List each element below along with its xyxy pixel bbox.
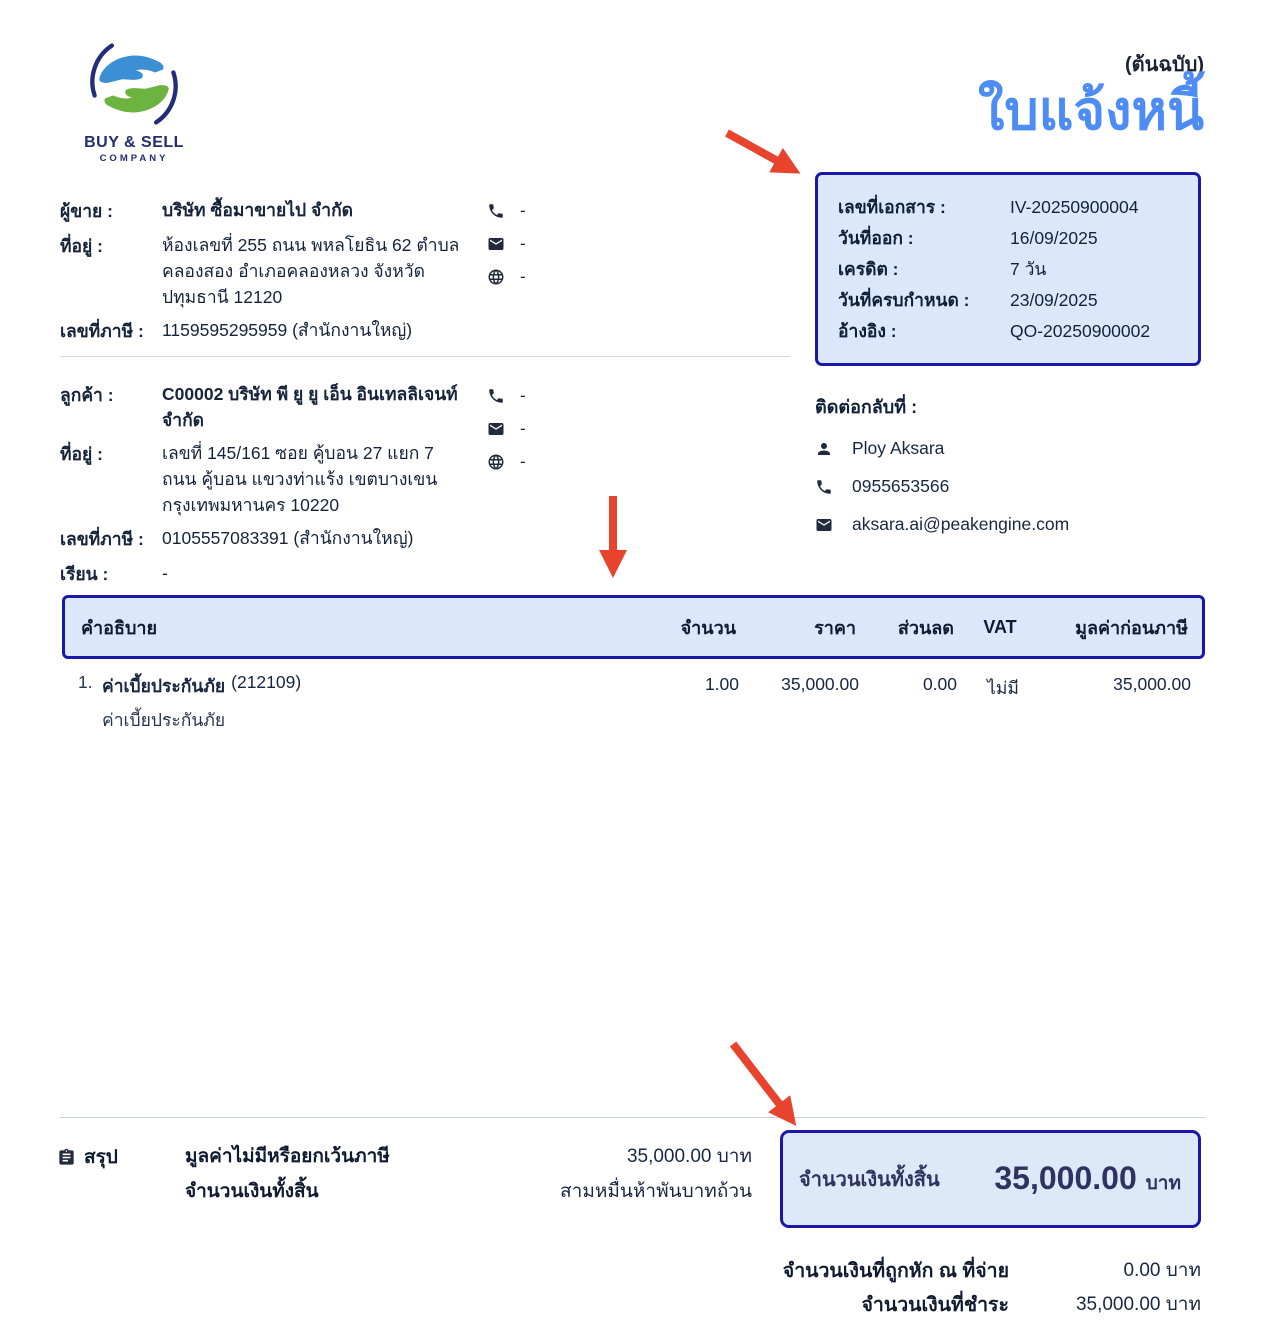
seller-address-line2: คลองสอง อำเภอคลองหลวง จังหวัด xyxy=(162,261,425,281)
grand-total-unit: บาท xyxy=(1145,1173,1181,1194)
item-number: 1. xyxy=(78,672,93,692)
issue-date-label: วันที่ออก : xyxy=(838,228,914,248)
col-quantity: จำนวน xyxy=(680,617,736,638)
due-date-row xyxy=(838,285,1178,316)
seller-website-row xyxy=(487,260,557,293)
seller-channels xyxy=(487,194,557,293)
customer-address-label: ที่อยู่ : xyxy=(60,444,103,464)
summary-rows xyxy=(185,1141,752,1211)
logo-text-line2: COMPANY xyxy=(99,153,169,164)
contact-person-row xyxy=(815,438,1215,459)
item-row xyxy=(62,672,1205,734)
grand-total-words-value: สามหมื่นห้าพันบาทถ้วน xyxy=(560,1181,752,1202)
phone-icon xyxy=(487,202,505,220)
withholding-row xyxy=(600,1253,1201,1287)
col-pretax: มูลค่าก่อนภาษี xyxy=(1075,617,1188,638)
seller-section xyxy=(60,197,480,345)
phone-icon xyxy=(815,478,833,496)
customer-attn-label: เรียน : xyxy=(60,564,109,584)
document-info-box xyxy=(815,172,1201,366)
customer-address-row xyxy=(60,440,480,518)
contact-person-name: Ploy Aksara xyxy=(852,438,945,458)
logo-text-line1: BUY & SELL xyxy=(84,134,184,151)
reference-value: QO-20250900002 xyxy=(1010,321,1151,341)
contact-phone-row xyxy=(815,476,1215,497)
mail-icon xyxy=(487,420,505,438)
item-description-cell xyxy=(78,672,651,734)
contact-email-row xyxy=(815,514,1215,535)
summary-row-exempt xyxy=(185,1141,752,1176)
mail-icon xyxy=(815,516,833,534)
customer-attn-value: - xyxy=(162,563,168,583)
grand-total-words-label: จำนวนเงินทั้งสิ้น xyxy=(185,1181,319,1202)
grand-total-amount: 35,000.00 xyxy=(994,1160,1137,1196)
seller-email-row xyxy=(487,227,557,260)
person-icon xyxy=(815,440,833,458)
customer-address-line1: เลขที่ 145/161 ซอย คู้บอน 27 แยก 7 xyxy=(162,443,434,463)
customer-email-value: - xyxy=(520,418,526,438)
customer-email-row xyxy=(487,412,557,445)
company-logo xyxy=(74,36,194,164)
item-title-line xyxy=(78,672,651,700)
summary-divider xyxy=(60,1117,1205,1118)
arrow-to-doc-info xyxy=(727,133,783,164)
customer-tax-row xyxy=(60,525,480,553)
seller-address-line1: ห้องเลขที่ 255 ถนน พหลโยธิน 62 ตำบล xyxy=(162,235,460,255)
item-subdescription: ค่าเบี้ยประกันภัย xyxy=(102,710,226,730)
credit-value: 7 วัน xyxy=(1010,259,1047,279)
customer-tax-id: 0105557083391 (สำนักงานใหญ่) xyxy=(162,528,414,548)
seller-phone-value: - xyxy=(520,200,526,220)
summary-header xyxy=(57,1142,118,1172)
customer-name-line1: C00002 บริษัท พี ยู ยู เอ็น อินเทลลิเจนท์ xyxy=(162,384,458,404)
amount-paid-value: 35,000.00 บาท xyxy=(1075,1294,1201,1315)
seller-tax-row xyxy=(60,317,480,345)
customer-name-row xyxy=(60,381,480,433)
credit-label: เครดิต : xyxy=(838,259,899,279)
summary-title: สรุป xyxy=(84,1147,118,1168)
reference-label: อ้างอิง : xyxy=(838,321,897,341)
customer-address-line2: ถนน คู้บอน แขวงท่าแร้ง เขตบางเขน xyxy=(162,469,438,489)
doc-number-value: IV-20250900004 xyxy=(1010,197,1139,217)
due-date-value: 23/09/2025 xyxy=(1010,290,1098,310)
col-vat: VAT xyxy=(983,616,1017,637)
contact-email-value: aksara.ai@peakengine.com xyxy=(852,514,1070,534)
col-discount: ส่วนลด xyxy=(897,617,954,638)
items-table-header xyxy=(62,595,1205,659)
item-pretax: 35,000.00 xyxy=(1113,674,1191,694)
mail-icon xyxy=(487,235,505,253)
col-price: ราคา xyxy=(814,617,856,638)
col-description: คำอธิบาย xyxy=(81,617,158,638)
customer-website-value: - xyxy=(520,451,526,471)
customer-attn-row xyxy=(60,560,480,588)
customer-section xyxy=(60,381,480,588)
reference-row xyxy=(838,316,1178,347)
arrow-to-grand-total xyxy=(733,1044,784,1110)
withholding-label: จำนวนเงินที่ถูกหัก ณ ที่จ่าย xyxy=(782,1259,1009,1282)
exempt-value: 35,000.00 บาท xyxy=(626,1146,752,1167)
payment-detail-rows xyxy=(600,1253,1201,1321)
seller-email-value: - xyxy=(520,233,526,253)
due-date-label: วันที่ครบกำหนด : xyxy=(838,290,970,310)
customer-name-line2: จำกัด xyxy=(162,410,205,430)
contact-back-section xyxy=(815,392,1215,535)
contact-back-title: ติดต่อกลับที่ : xyxy=(815,397,918,417)
customer-channels xyxy=(487,379,557,478)
globe-icon xyxy=(487,453,505,471)
amount-paid-label: จำนวนเงินที่ชำระ xyxy=(861,1293,1009,1316)
amount-paid-row xyxy=(600,1287,1201,1321)
seller-address-line3: ปทุมธานี 12120 xyxy=(162,287,283,307)
grand-total-label: จำนวนเงินทั้งสิ้น xyxy=(799,1169,940,1191)
contact-phone-value: 0955653566 xyxy=(852,476,950,496)
seller-label: ผู้ขาย : xyxy=(60,201,113,221)
seller-tax-label: เลขที่ภาษี : xyxy=(60,321,144,341)
seller-tax-id: 1159595295959 (สำนักงานใหญ่) xyxy=(162,320,413,340)
customer-tax-label: เลขที่ภาษี : xyxy=(60,529,144,549)
issue-date-value: 16/09/2025 xyxy=(1010,228,1098,248)
item-code: (212109) xyxy=(231,672,302,692)
customer-name xyxy=(162,381,464,433)
item-price: 35,000.00 xyxy=(781,674,859,694)
seller-name: บริษัท ซื้อมาขายไป จำกัด xyxy=(162,200,354,220)
customer-label: ลูกค้า : xyxy=(60,385,114,405)
withholding-value: 0.00 บาท xyxy=(1123,1260,1201,1281)
item-name: ค่าเบี้ยประกันภัย xyxy=(102,676,226,696)
globe-icon xyxy=(487,268,505,286)
doc-number-row xyxy=(838,192,1178,223)
page-title: ใบแจ้งหนี้ xyxy=(978,81,1204,141)
issue-date-row xyxy=(838,223,1178,254)
seller-website-value: - xyxy=(520,266,526,286)
party-divider xyxy=(60,356,790,357)
seller-name-row xyxy=(60,197,480,225)
item-quantity: 1.00 xyxy=(704,674,739,694)
exempt-label: มูลค่าไม่มีหรือยกเว้นภาษี xyxy=(185,1146,390,1167)
grand-total-amount-group xyxy=(994,1160,1181,1198)
clipboard-icon xyxy=(57,1148,76,1167)
seller-address xyxy=(162,232,464,310)
phone-icon xyxy=(487,387,505,405)
title-block xyxy=(978,48,1204,141)
copy-type-label: (ต้นฉบับ) xyxy=(1125,54,1204,76)
customer-address xyxy=(162,440,464,518)
customer-phone-row xyxy=(487,379,557,412)
seller-address-row xyxy=(60,232,480,310)
item-discount: 0.00 xyxy=(922,674,957,694)
seller-phone-row xyxy=(487,194,557,227)
item-vat: ไม่มี xyxy=(987,678,1019,698)
customer-website-row xyxy=(487,445,557,478)
credit-row xyxy=(838,254,1178,285)
doc-number-label: เลขที่เอกสาร : xyxy=(838,197,946,217)
summary-row-grand-total-words xyxy=(185,1176,752,1211)
grand-total-box xyxy=(780,1130,1201,1228)
customer-phone-value: - xyxy=(520,385,526,405)
customer-address-line3: กรุงเทพมหานคร 10220 xyxy=(162,495,340,515)
seller-address-label: ที่อยู่ : xyxy=(60,236,103,256)
buy-sell-logo-icon xyxy=(86,36,182,132)
